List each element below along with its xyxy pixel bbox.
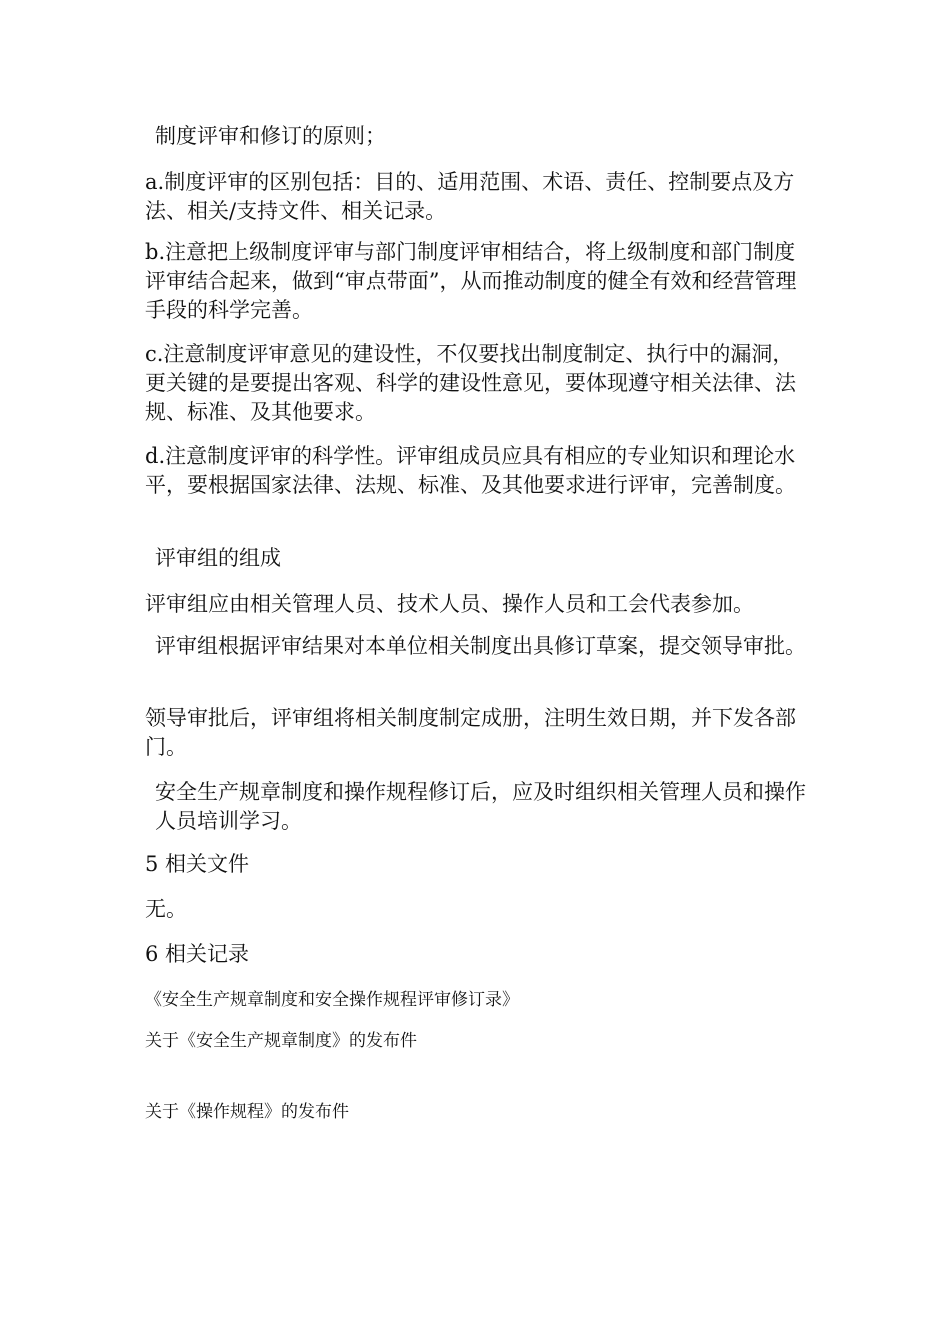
paragraph-publication: 领导审批后，评审组将相关制度制定成册，注明生效日期，并下发各部门。 bbox=[145, 706, 796, 759]
record-item-review-log: 《安全生产规章制度和安全操作规程评审修订录》 bbox=[145, 990, 519, 1010]
paragraph-draft-submission: 评审组根据评审结果对本单位相关制度出具修订草案，提交领导审批。 bbox=[155, 634, 806, 658]
paragraph-none: 无。 bbox=[145, 897, 187, 921]
paragraph-panel-heading: 评审组的组成 bbox=[155, 546, 281, 570]
section-heading-related-records: 6 相关记录 bbox=[145, 942, 250, 966]
section-heading-related-files: 5 相关文件 bbox=[145, 852, 250, 876]
record-item-safety-rules-release: 关于《安全生产规章制度》的发布件 bbox=[145, 1031, 417, 1051]
paragraph-principles-heading: 制度评审和修订的原则； bbox=[155, 124, 386, 148]
paragraph-c: c.注意制度评审意见的建设性，不仅要找出制度制定、执行中的漏洞，更关键的是要提出客观、科学的建设性意见，要体现遵守相关法律、法规、标准、及其他要求。 bbox=[145, 342, 796, 424]
paragraph-a: a.制度评审的区别包括：目的、适用范围、术语、责任、控制要点及方法、相关/支持文件、相关记录。 bbox=[145, 170, 795, 223]
paragraph-panel-members: 评审组应由相关管理人员、技术人员、操作人员和工会代表参加。 bbox=[145, 592, 754, 616]
record-item-operation-rules-release: 关于《操作规程》的发布件 bbox=[145, 1102, 349, 1122]
paragraph-training: 安全生产规章制度和操作规程修订后，应及时组织相关管理人员和操作人员培训学习。 bbox=[155, 780, 806, 833]
paragraph-b: b.注意把上级制度评审与部门制度评审相结合，将上级制度和部门制度评审结合起来，做到“审点带面”，从而推动制度的健全有效和经营管理手段的科学完善。 bbox=[145, 240, 797, 322]
paragraph-d: d.注意制度评审的科学性。评审组成员应具有相应的专业知识和理论水平，要根据国家法律、法规、标准、及其他要求进行评审，完善制度。 bbox=[145, 444, 796, 497]
